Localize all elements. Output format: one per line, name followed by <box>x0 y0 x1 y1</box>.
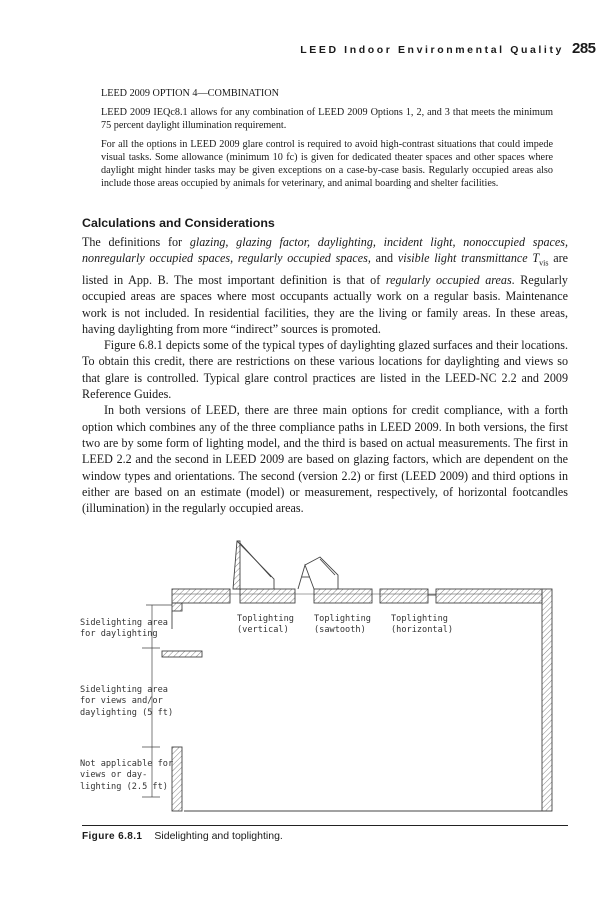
body-paragraph-1 <box>82 234 568 337</box>
sidebar-paragraph-1: LEED 2009 IEQc8.1 allows for any combination of LEED 2009 Options 1, 2, and 3 that meets the minimum 75 percent daylight illumination requirement. <box>101 107 553 131</box>
caption-rule <box>82 825 568 826</box>
section-heading: Calculations and Considerations <box>82 216 275 230</box>
text-run: . Regularly occupied areas are spaces where most occupants actually work on a regular basis. Maintenance work is not included. In residential facilities, they are the living or family areas. In these areas, having daylighting from more “indirect” sources is promoted. <box>82 273 568 336</box>
text-run: The definitions for <box>82 235 190 249</box>
figure-caption <box>82 830 283 842</box>
vertical-monitor-roof <box>237 541 274 589</box>
label-toplighting-horizontal: Toplighting (horizontal) <box>391 614 454 636</box>
body-paragraph-3: In both versions of LEED, there are three main options for credit compliance, with a forth option which combines any of the three compliance paths in LEED 2009. In both versions, the first two are by some form of lighting model, and the third is based on actual measurements. The first in LEED 2.2 and the second in LEED 2009 are based on glazing factors, which are dependent on the window types and orientations. The second (version 2.2) or first (LEED 2009) and third options in either are based on an estimate (model) or measurement, respectively, of horizontal footcandles (illumination) in the regularly occupied areas. <box>82 403 568 516</box>
defined-terms: glazing, glazing factor, daylighting, incident light, nonoccupied spaces, nonregularly occupied spaces, regularly occupied spaces, <box>82 235 569 266</box>
body-text <box>82 234 568 516</box>
light-shelf <box>162 651 202 657</box>
right-wall <box>542 589 552 811</box>
vertical-monitor-wall <box>233 541 240 589</box>
label-not-applicable: Not applicable for views or day- lighting (2.5 ft) <box>80 759 174 792</box>
caption-title: Sidelighting and toplighting. <box>154 830 283 842</box>
page-number: 285 <box>572 40 596 57</box>
subscript-vis: vis <box>539 258 549 268</box>
label-toplighting-vertical: Toplighting (vertical) <box>237 614 294 636</box>
sidebar-box <box>101 87 553 196</box>
roof-segment <box>314 589 372 603</box>
running-head-title: LEED Indoor Environmental Quality <box>300 44 564 56</box>
defined-term-vlt: visible light transmittance T <box>397 251 540 266</box>
defined-term-roa: regularly occupied areas <box>385 273 512 287</box>
roof-segment <box>240 589 295 603</box>
label-sidelighting-daylighting: Sidelighting area for daylighting <box>80 618 168 640</box>
roof-segment <box>380 589 428 603</box>
body-paragraph-2: Figure 6.8.1 depicts some of the typical types of daylighting glazed surfaces and their locations. To obtain this credit, there are restrictions on these various locations for daylighting and views so that glare is controlled. Typical glare control practices are listed in the LEED-NC 2.2 and 2009 Reference Guides. <box>82 338 568 402</box>
sidebar-heading: LEED 2009 OPTION 4—COMBINATION <box>101 88 279 99</box>
caption-label: Figure 6.8.1 <box>82 831 143 842</box>
text-run: are listed in App. B. The most important definition is that of <box>82 251 568 287</box>
label-sidelighting-views: Sidelighting area for views and/or daylighting (5 ft) <box>80 685 174 718</box>
left-wall-lower <box>172 747 182 811</box>
sidebar-paragraph-2: For all the options in LEED 2009 glare control is required to avoid high-contrast situations that could impede visual tasks. Some allowance (minimum 10 fc) is given for dedicated theater spaces and other spaces where daylight might hinder tasks may be given exceptions on a case-by-case basis. Regularly occupied areas also include those areas occupied by animals for veterinary, and animal boarding and shelter facilities. <box>101 139 553 189</box>
figure-6-8-1 <box>80 535 570 825</box>
roof-segment <box>172 589 230 603</box>
roof-segment <box>436 589 542 603</box>
label-toplighting-sawtooth: Toplighting (sawtooth) <box>314 614 371 636</box>
text-run: and <box>370 251 398 266</box>
left-wall-upper <box>172 603 182 611</box>
